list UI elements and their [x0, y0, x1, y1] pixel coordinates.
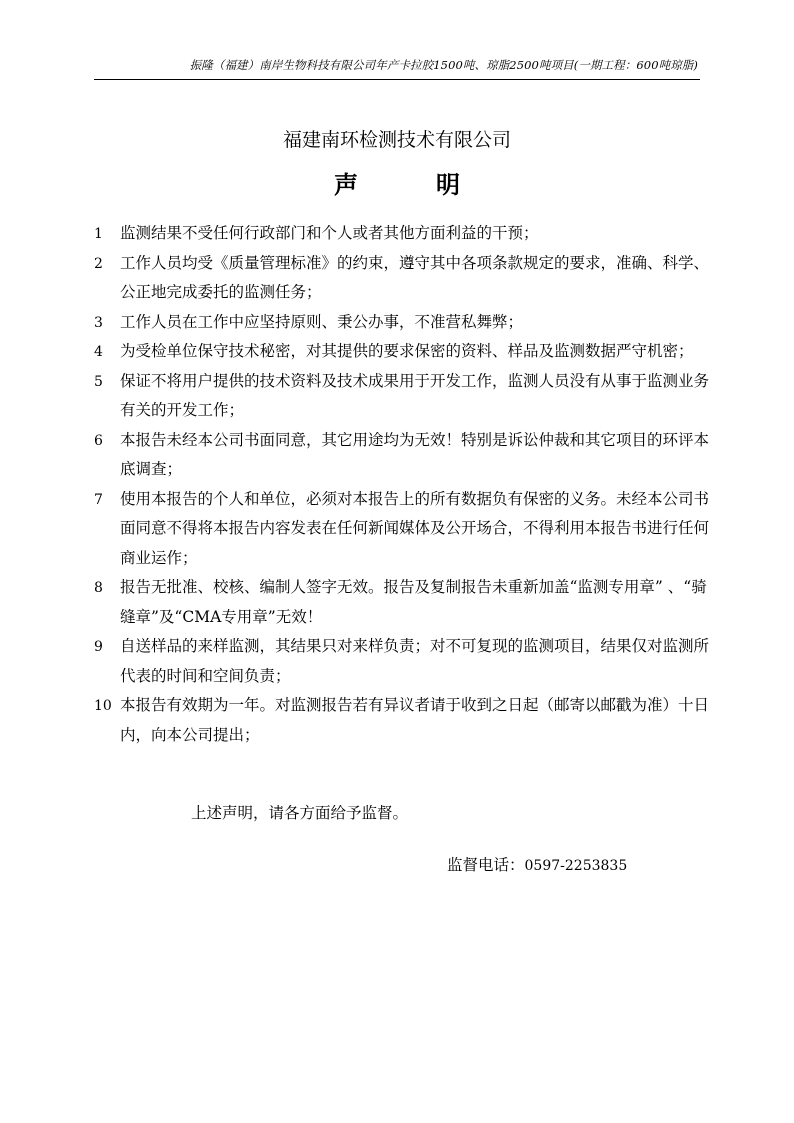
- clause-item: [94, 573, 714, 632]
- clause-text: 自送样品的来样监测，其结果只对来样负责；对不可复现的监测项目，结果仅对监测所代表的时间和空间负责；: [120, 637, 710, 685]
- clause-item: [94, 426, 714, 485]
- clause-text: 为受检单位保守技术秘密，对其提供的要求保密的资料、样品及监测数据严守机密；: [120, 342, 694, 360]
- clause-number: 8: [94, 580, 103, 596]
- clause-number: 5: [94, 373, 103, 390]
- clause-text: 保证不将用户提供的技术资料及技术成果用于开发工作，监测人员没有从事于监测业务有关的开发工作；: [120, 371, 710, 419]
- header-divider: [94, 79, 700, 80]
- clause-number: 3: [94, 314, 103, 331]
- statement-clauses: [94, 219, 714, 750]
- phone-number: 0597-2253835: [524, 858, 628, 874]
- supervision-phone: [447, 853, 627, 875]
- clause-text: 工作人员均受《质量管理标准》的约束，遵守其中各项条款规定的要求，准确、科学、公正地完成委托的监测任务；: [120, 253, 710, 301]
- running-header: 振隆（福建）南岸生物科技有限公司年产卡拉胶1500吨、琼脂2500吨项目(一期工程：600吨琼脂): [189, 58, 698, 72]
- clause-text: 本报告未经本公司书面同意，其它用途均为无效！特别是诉讼仲裁和其它项目的环评本底调查；: [120, 430, 710, 478]
- clause-number: 7: [94, 491, 103, 508]
- clause-text: 本报告有效期为一年。对监测报告若有异议者请于收到之日起（邮寄以邮戳为准）十日内，向本公司提出；: [120, 696, 710, 744]
- phone-label: 监督电话：: [447, 856, 525, 874]
- clause-item: [94, 337, 714, 367]
- clause-number: 4: [94, 344, 103, 360]
- clause-item: [94, 632, 714, 691]
- clause-item: [94, 691, 714, 750]
- clause-text: 监测结果不受任何行政部门和个人或者其他方面利益的干预；: [120, 224, 539, 242]
- clause-item: [94, 308, 714, 338]
- clause-item: [94, 249, 714, 308]
- clause-item: [94, 367, 714, 426]
- clause-number: 6: [94, 432, 103, 449]
- clause-number: 1: [94, 226, 103, 242]
- clause-text: 工作人员在工作中应坚持原则、秉公办事，不准营私舞弊；: [120, 312, 524, 331]
- clause-number: 2: [94, 255, 103, 272]
- clause-number: 10: [94, 698, 112, 714]
- clause-item: [94, 485, 714, 574]
- clause-number: 9: [94, 639, 103, 655]
- company-name: 福建南环检测技术有限公司: [282, 129, 511, 151]
- clause-text: 使用本报告的个人和单位，必须对本报告上的所有数据负有保密的义务。未经本公司书面同意不得将本报告内容发表在任何新闻媒体及公开场合，不得利用本报告书进行任何商业运作；: [120, 489, 710, 567]
- document-title-text: 声明: [334, 171, 538, 199]
- clause-text: 报告无批准、校核、编制人签字无效。报告及复制报告未重新加盖“监测专用章” 、“骑缝章”及“CMA专用章”无效！: [120, 578, 707, 626]
- clause-item: [94, 219, 714, 249]
- document-title: [0, 165, 794, 200]
- closing-statement: 上述声明，请各方面给予监督。: [191, 804, 409, 822]
